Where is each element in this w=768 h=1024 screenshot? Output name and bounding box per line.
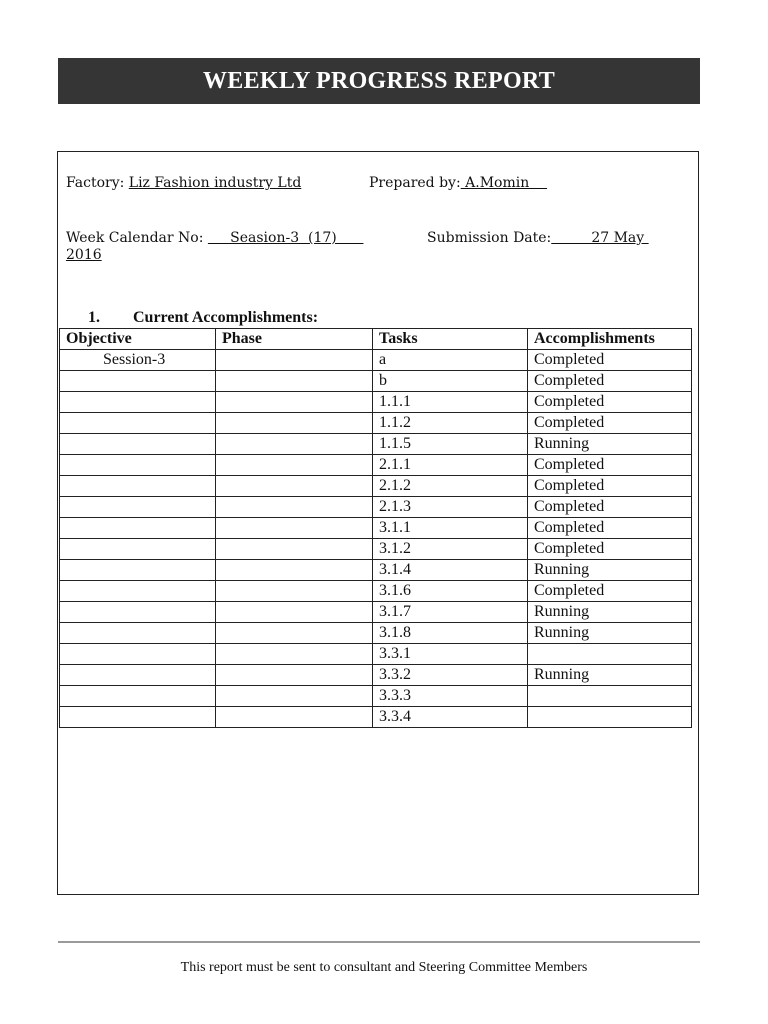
- header-tasks: Tasks: [373, 329, 528, 350]
- prepared-by-label: Prepared by:: [369, 175, 461, 191]
- section-number: 1.: [88, 309, 100, 326]
- objective-cell: [60, 644, 216, 665]
- task-cell: b: [373, 371, 528, 392]
- task-cell: 2.1.1: [373, 455, 528, 476]
- objective-cell: [60, 686, 216, 707]
- report-title: WEEKLY PROGRESS REPORT: [58, 58, 700, 104]
- section-heading: [88, 309, 318, 327]
- factory-field: [66, 175, 301, 191]
- phase-cell: [216, 497, 373, 518]
- table-row: [60, 434, 692, 455]
- factory-label: Factory:: [66, 175, 125, 191]
- table-row: [60, 455, 692, 476]
- accomplishment-cell: [528, 686, 692, 707]
- accomplishment-cell: Running: [528, 560, 692, 581]
- phase-cell: [216, 602, 373, 623]
- accomplishment-cell: Completed: [528, 581, 692, 602]
- objective-cell: [60, 497, 216, 518]
- objective-cell: [60, 602, 216, 623]
- phase-cell: [216, 560, 373, 581]
- phase-cell: [216, 434, 373, 455]
- phase-cell: [216, 539, 373, 560]
- table-row: [60, 581, 692, 602]
- phase-cell: [216, 581, 373, 602]
- table-row: [60, 623, 692, 644]
- week-calendar-value: Seasion-3 (17): [207, 230, 364, 246]
- table-row: [60, 707, 692, 728]
- task-cell: 3.3.1: [373, 644, 528, 665]
- header-accomplishments: Accomplishments: [528, 329, 692, 350]
- objective-cell: Session-3: [60, 350, 216, 371]
- prepared-by-value: A.Momin: [460, 175, 548, 191]
- phase-cell: [216, 644, 373, 665]
- task-cell: 1.1.2: [373, 413, 528, 434]
- factory-value: Liz Fashion industry Ltd: [128, 175, 302, 191]
- table-row: [60, 665, 692, 686]
- objective-cell: [60, 371, 216, 392]
- section-title: Current Accomplishments:: [133, 309, 319, 326]
- table-row: [60, 539, 692, 560]
- table-row: [60, 686, 692, 707]
- objective-cell: [60, 413, 216, 434]
- accomplishment-cell: Running: [528, 602, 692, 623]
- task-cell: 3.3.3: [373, 686, 528, 707]
- submission-date-continued: [66, 247, 102, 263]
- table-row: [60, 476, 692, 497]
- phase-cell: [216, 455, 373, 476]
- submission-date-year: 2016: [66, 247, 102, 263]
- task-cell: 3.1.8: [373, 623, 528, 644]
- table-row: [60, 497, 692, 518]
- submission-date-label: Submission Date:: [427, 230, 552, 246]
- objective-cell: [60, 623, 216, 644]
- task-cell: 3.1.2: [373, 539, 528, 560]
- week-calendar-label: Week Calendar No:: [66, 230, 204, 246]
- table-row: [60, 350, 692, 371]
- accomplishment-cell: Completed: [528, 539, 692, 560]
- table-row: [60, 413, 692, 434]
- objective-cell: [60, 455, 216, 476]
- task-cell: 2.1.2: [373, 476, 528, 497]
- table-header-row: [60, 329, 692, 350]
- header-phase: Phase: [216, 329, 373, 350]
- table-row: [60, 518, 692, 539]
- objective-cell: [60, 476, 216, 497]
- task-cell: 3.1.7: [373, 602, 528, 623]
- phase-cell: [216, 623, 373, 644]
- submission-date-field: [427, 230, 649, 246]
- header-objective: Objective: [60, 329, 216, 350]
- accomplishment-cell: [528, 644, 692, 665]
- objective-cell: [60, 392, 216, 413]
- task-cell: 3.3.4: [373, 707, 528, 728]
- phase-cell: [216, 413, 373, 434]
- phase-cell: [216, 686, 373, 707]
- accomplishments-table: [59, 328, 692, 728]
- task-cell: a: [373, 350, 528, 371]
- footer-divider: [58, 941, 700, 943]
- objective-cell: [60, 707, 216, 728]
- accomplishment-cell: Completed: [528, 413, 692, 434]
- objective-cell: [60, 665, 216, 686]
- phase-cell: [216, 518, 373, 539]
- week-calendar-field: [66, 230, 363, 246]
- task-cell: 2.1.3: [373, 497, 528, 518]
- task-cell: 3.1.1: [373, 518, 528, 539]
- accomplishment-cell: Running: [528, 623, 692, 644]
- accomplishment-cell: Completed: [528, 518, 692, 539]
- task-cell: 3.1.6: [373, 581, 528, 602]
- objective-cell: [60, 560, 216, 581]
- objective-cell: [60, 434, 216, 455]
- phase-cell: [216, 476, 373, 497]
- accomplishment-cell: Completed: [528, 350, 692, 371]
- prepared-by-field: [369, 175, 547, 191]
- objective-cell: [60, 539, 216, 560]
- phase-cell: [216, 371, 373, 392]
- submission-date-value: 27 May: [551, 230, 649, 246]
- table-row: [60, 560, 692, 581]
- accomplishment-cell: Completed: [528, 455, 692, 476]
- table-row: [60, 371, 692, 392]
- objective-cell: [60, 518, 216, 539]
- phase-cell: [216, 350, 373, 371]
- table-row: [60, 392, 692, 413]
- task-cell: 1.1.1: [373, 392, 528, 413]
- table-row: [60, 602, 692, 623]
- table-row: [60, 644, 692, 665]
- phase-cell: [216, 665, 373, 686]
- phase-cell: [216, 707, 373, 728]
- accomplishment-cell: Running: [528, 434, 692, 455]
- task-cell: 1.1.5: [373, 434, 528, 455]
- accomplishment-cell: Completed: [528, 371, 692, 392]
- accomplishment-cell: [528, 707, 692, 728]
- accomplishment-cell: Completed: [528, 497, 692, 518]
- task-cell: 3.3.2: [373, 665, 528, 686]
- accomplishment-cell: Running: [528, 665, 692, 686]
- phase-cell: [216, 392, 373, 413]
- accomplishment-cell: Completed: [528, 476, 692, 497]
- objective-cell: [60, 581, 216, 602]
- task-cell: 3.1.4: [373, 560, 528, 581]
- accomplishment-cell: Completed: [528, 392, 692, 413]
- footer-note: This report must be sent to consultant and Steering Committee Members: [180, 960, 588, 975]
